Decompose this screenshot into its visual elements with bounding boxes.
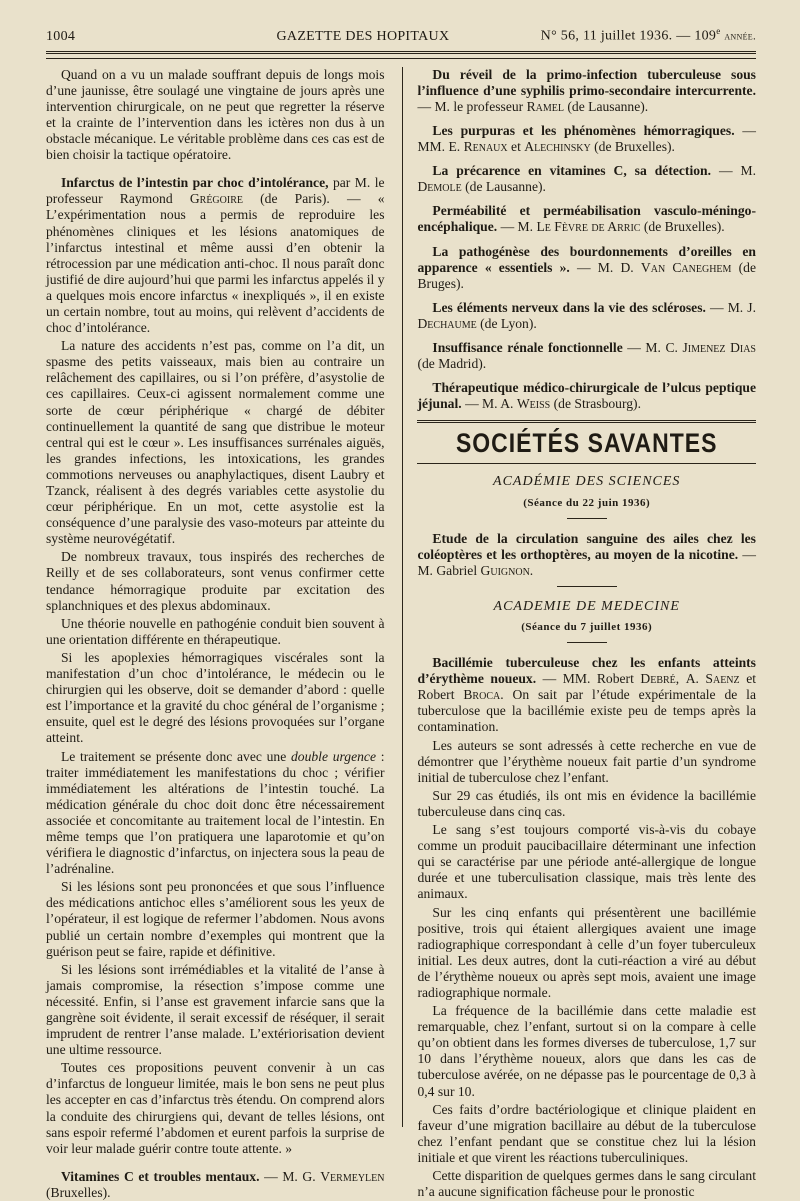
author-name: Grégoire: [189, 191, 243, 207]
ref-title: Insuffisance rénale fonctionnelle: [432, 339, 623, 355]
reference-item: [417, 300, 756, 332]
ref-prefix: — M. D.: [577, 259, 634, 275]
emphasis: double urgence: [290, 748, 376, 764]
paragraph: De nombreux travaux, tous inspirés des recherches de Reilly et de ses collaborateurs, sont venus confirmer cette tendance hémorragique produite par excitation des splanchniques et des plexus abdominaux.: [46, 549, 385, 613]
paragraph: [46, 749, 385, 878]
ref-title: Les purpuras et les phénomènes hémorragiques.: [432, 122, 735, 138]
short-rule: [567, 518, 607, 519]
paragraph: Si les lésions sont peu prononcées et que sous l’influence des médications antichoc elles s’améliorent sous les yeux de l’opérateur, il est logique de refermer l’abdomen. Nous avons publié un certain nombre d’exemples qui montrent que la guérison peut se faire, rapide et définitive.: [46, 879, 385, 959]
ref-title: Les éléments nerveux dans la vie des scléroses.: [432, 299, 706, 315]
section-rule: [417, 463, 756, 464]
ref-origin: (de Lausanne).: [465, 179, 546, 195]
ref-origin: (de Bruges).: [417, 259, 756, 291]
ref-prefix: — M. C.: [627, 339, 678, 355]
ref-origin: (de Lyon).: [480, 315, 537, 331]
ref-connector: et: [511, 139, 521, 155]
communication: Bacillémie tuberculeuse chez les enfants atteints d’érythème noueux. — MM. Robert Debré, A. Saenz et Robert Broca. On sait par l’étude expérimentale de la tuberculose que la bacillémie existe peu de temps après la contamination.: [417, 655, 756, 735]
ref-origin: (de Madrid).: [417, 356, 487, 372]
ref-author: Renaux: [463, 139, 508, 155]
ref-origin: (de Lausanne).: [567, 98, 649, 114]
paragraph: Si les lésions sont irrémédiables et la vitalité de l’anse à jamais compromise, la résection s’impose comme une nécessité. Enfin, si l’anse est gravement infarcie sans que la gangrène soit évidente, il serait excessif de réséquer, il serait imprudent de rentrer l’anse malade. L’extériorisation devient une ultime ressource.: [46, 961, 385, 1058]
short-rule: [567, 642, 607, 643]
ref-title: La précarence en vitamines C, sa détection.: [432, 163, 711, 179]
ref-origin: (de Bruxelles).: [643, 219, 725, 235]
issue-info: [541, 26, 756, 45]
ref-title: Du réveil de la primo-infection tuberculeuse sous l’influence d’une syphilis primo-secondaire intercurrente.: [417, 66, 756, 98]
ref-author: Le Fèvre de Arric: [536, 219, 641, 235]
ref-author: Debré: [640, 671, 676, 687]
paragraph: Sur les cinq enfants qui présentèrent une bacillémie positive, trois qui étaient allergiques avaient une image radiographique correspondant à celle d’un foyer tuberculeux initial. Les deux autres, dont la cuti-réaction a viré au début de l’érythème noueux ou après sept mois, avaient une image radiographique normale.: [417, 904, 756, 1000]
ref-author: Guignon.: [480, 562, 534, 578]
header-rule: [46, 51, 756, 59]
paragraph: Sur 29 cas étudiés, ils ont mis en évidence la bacillémie tuberculeuse dans cinq cas.: [417, 787, 756, 819]
ref-prefix: — M.: [718, 163, 756, 179]
reference-item: [417, 67, 756, 115]
ref-author: A. Saenz: [685, 671, 740, 687]
academy-title: ACADEMIE DE MEDECINE: [493, 598, 680, 614]
author-prefix: — M. G.: [264, 1168, 316, 1184]
ref-title: Thérapeutique médico-chirurgicale de l’ulcus peptique jéjunal.: [417, 380, 756, 412]
ref-author: Dechaume: [417, 315, 477, 331]
paragraph: Si les apoplexies hémorragiques viscérales sont la manifestation d’un choc d’intolérance, le médecin ou le chirurgien qui les observe, doit se demander d’abord : quelle est l’importance et la gravité du choc général de l’organisme ; ensuite, quel est le degré des lésions provoquées sur l’organe atteint.: [46, 649, 385, 746]
short-rule: [557, 586, 617, 587]
vitamines-paragraph: [46, 1169, 385, 1201]
ref-prefix: — M.: [500, 219, 534, 235]
page-header: [46, 26, 756, 45]
communication-title: Etude de la circulation sanguine des ailes chez les coléoptères et les orthoptères, au moyen de la nicotine.: [417, 530, 756, 562]
columns: [46, 66, 756, 1200]
paragraph: Une théorie nouvelle en pathogénie conduit bien souvent à une orientation différente en thérapeutique.: [46, 615, 385, 647]
communication-title: Bacillémie tuberculeuse chez les enfants atteints d’érythème noueux.: [417, 655, 756, 687]
paragraph: La nature des accidents n’est pas, comme on l’a dit, un spasme des petits vaisseaux, mais bien au contraire un relâchement des capillaires, ou si l’on préfère, d’asystolie de ces capillaires. Ceux-ci agissent normalement comme une sorte de cœur périphérique « chargé de débiter continuellement la quantité de sang que distribue le moteur central qui est le cœur ». Les insuffisances surrénales aiguës, les grandes infections, les intoxications, les grandes commotions nerveuses ou anaphylactiques, disent Laubry et Tzanck, réalisent à des degrés variables cette asystolie du cœur périphérique. En un mot, cette asystolie est la conséquence d’une paralysie des vaso-moteurs par atteinte du système neurovégétatif.: [46, 338, 385, 547]
column-divider: [402, 67, 403, 1127]
ref-prefix: — MM. Robert: [542, 671, 634, 687]
ref-prefix: — M. le professeur: [417, 98, 524, 114]
ref-origin: (de Strasbourg).: [553, 396, 641, 412]
reference-item: [417, 163, 756, 195]
ref-connector: et Robert: [417, 671, 756, 703]
ref-author: Ramel: [526, 98, 564, 114]
text-span: : traiter immédiatement les manifestations du choc ; vérifier immédiatement les altérations de l’intestin touché. La médication générale du choc doit donc être nécessairement associée et concomitante au traitement local de l’intestin. En même temps que l’on pratiquera une laparotomie et qu’on vérifiera le diagnostic d’infarctus, on injectera sous la peau de l’adrénaline.: [46, 748, 385, 877]
author-name: Vermeylen: [320, 1168, 385, 1184]
journal-title: GAZETTE DES HOPITAUX: [276, 28, 450, 44]
ref-author: Demole: [417, 179, 462, 195]
author-prefix: par M. le professeur Raymond: [46, 175, 385, 207]
author-origin: (Bruxelles).: [46, 1184, 111, 1200]
reference-item: [417, 203, 756, 235]
reference-item: [417, 340, 756, 372]
left-column: [46, 66, 393, 1200]
ref-prefix: — MM. E.: [417, 122, 756, 155]
article-body: (de Paris). — « L’expérimentation nous a permis de reproduire les phénomènes cliniques et les lésions anatomiques de l’infarctus intestinal et même aussi d’en obtenir la rétrocession par une médication anti-choc. Il nous paraît donc justifié de dire aujourd’hui que parmi les infarctus appelés il y a quelques mois encore infarctus « inexpliqués », il en existe un certain nombre, tout au moins, qui relèvent d’accidents de choc d’intolérance.: [46, 191, 385, 336]
ref-title: Perméabilité et perméabilisation vasculo-méningo-encéphalique.: [417, 203, 756, 235]
reference-item: [417, 380, 756, 412]
communication-body: On sait par l’étude expérimentale de la tuberculose que la bacillémie existe peu de temps après la contamination.: [417, 687, 756, 735]
ref-title: La pathogénèse des bourdonnements d’oreilles en apparence « essentiels ».: [417, 243, 756, 275]
ref-prefix: — M. J.: [710, 299, 756, 315]
paragraph: Les auteurs se sont adressés à cette recherche en vue de démontrer que l’érythème noueux fait partie d’un syndrome initial de tuberculose chez l’enfant.: [417, 737, 756, 785]
paragraph: Quand on a vu un malade souffrant depuis de longs mois d’une jaunisse, être soulagé une vingtaine de jours après une intervention chirurgicale, on ne peut que regretter la réserve et la crainte de l’intervention dans les ictères non dus à un obstacle mécanique. Le véritable problème dans ces cas est de bien choisir la tactique opératoire.: [46, 66, 385, 163]
seance-date: (Séance du 22 juin 1936): [523, 496, 651, 509]
issue-sup: e: [716, 26, 721, 36]
issue-text: N° 56, 11 juillet 1936. — 109: [540, 28, 717, 44]
page-number: 1004: [46, 28, 76, 44]
paragraph: La fréquence de la bacillémie dans cette maladie est remarquable, chez l’enfant, surtout si on la compare à celle qu’on obtient dans les formes diverses de tuberculose, 1,7 sur 10 dans l’érythème noueux, alors que dans les cas de tuberculose avérée, on ne dépasse pas le pourcentage de 0,3 à 0,4 sur 10.: [417, 1003, 756, 1099]
ref-author: Van Caneghem: [640, 259, 732, 275]
seance-date: (Séance du 7 juillet 1936): [521, 621, 653, 633]
ref-prefix: — M. A.: [465, 396, 514, 412]
text-span: Le traitement se présente donc avec une: [60, 748, 287, 764]
communication: [417, 531, 756, 579]
ref-author: Alechinsky: [524, 139, 591, 155]
ref-prefix: — M. Gabriel: [417, 546, 756, 578]
infarctus-paragraph: [46, 175, 385, 336]
ref-origin: (de Bruxelles).: [594, 139, 675, 155]
paragraph: Le sang s’est toujours comporté vis-à-vis du cobaye comme un produit paucibacillaire déterminant une infection qui se caractérise par une période anté-allergique de longue durée et une tuberculisation classique, mais très lente des animaux.: [417, 822, 756, 902]
issue-tail: année.: [724, 30, 756, 43]
right-column: [411, 66, 756, 1200]
paragraph: Ces faits d’ordre bactériologique et clinique plaident en faveur d’une migration bacillaire au début de la tuberculose chez l’enfant pendant que se constitue chez lui la lésion initiale et que virent les réactions tuberculiniques.: [417, 1101, 756, 1165]
section-title: SOCIÉTÉS SAVANTES: [455, 428, 718, 459]
academy-title: ACADÉMIE DES SCIENCES: [493, 474, 681, 490]
paragraph: Cette disparition de quelques germes dans le sang circulant n’a aucune signification fâcheuse pour le pronostic: [417, 1168, 756, 1200]
section-rule: [417, 420, 756, 425]
reference-item: [417, 123, 756, 155]
reference-item: [417, 244, 756, 292]
article-title: Vitamines C et troubles mentaux.: [60, 1168, 260, 1184]
ref-author: Weiss: [516, 396, 551, 412]
ref-author: Broca.: [463, 687, 504, 703]
paragraph: Toutes ces propositions peuvent convenir à un cas d’infarctus de longueur limitée, mais le bon sens ne peut plus les accepter en cas d’infarctus très étendu. On comprend alors la conduite des chirurgiens qui, devant de telles lésions, ont sans espoir refermé l’abdomen et eurent parfois la surprise de voir leur malade guérir contre toute attente. »: [46, 1060, 385, 1156]
article-title: Infarctus de l’intestin par choc d’intolérance,: [60, 175, 329, 191]
ref-author: Jimenez Dias: [682, 339, 756, 355]
